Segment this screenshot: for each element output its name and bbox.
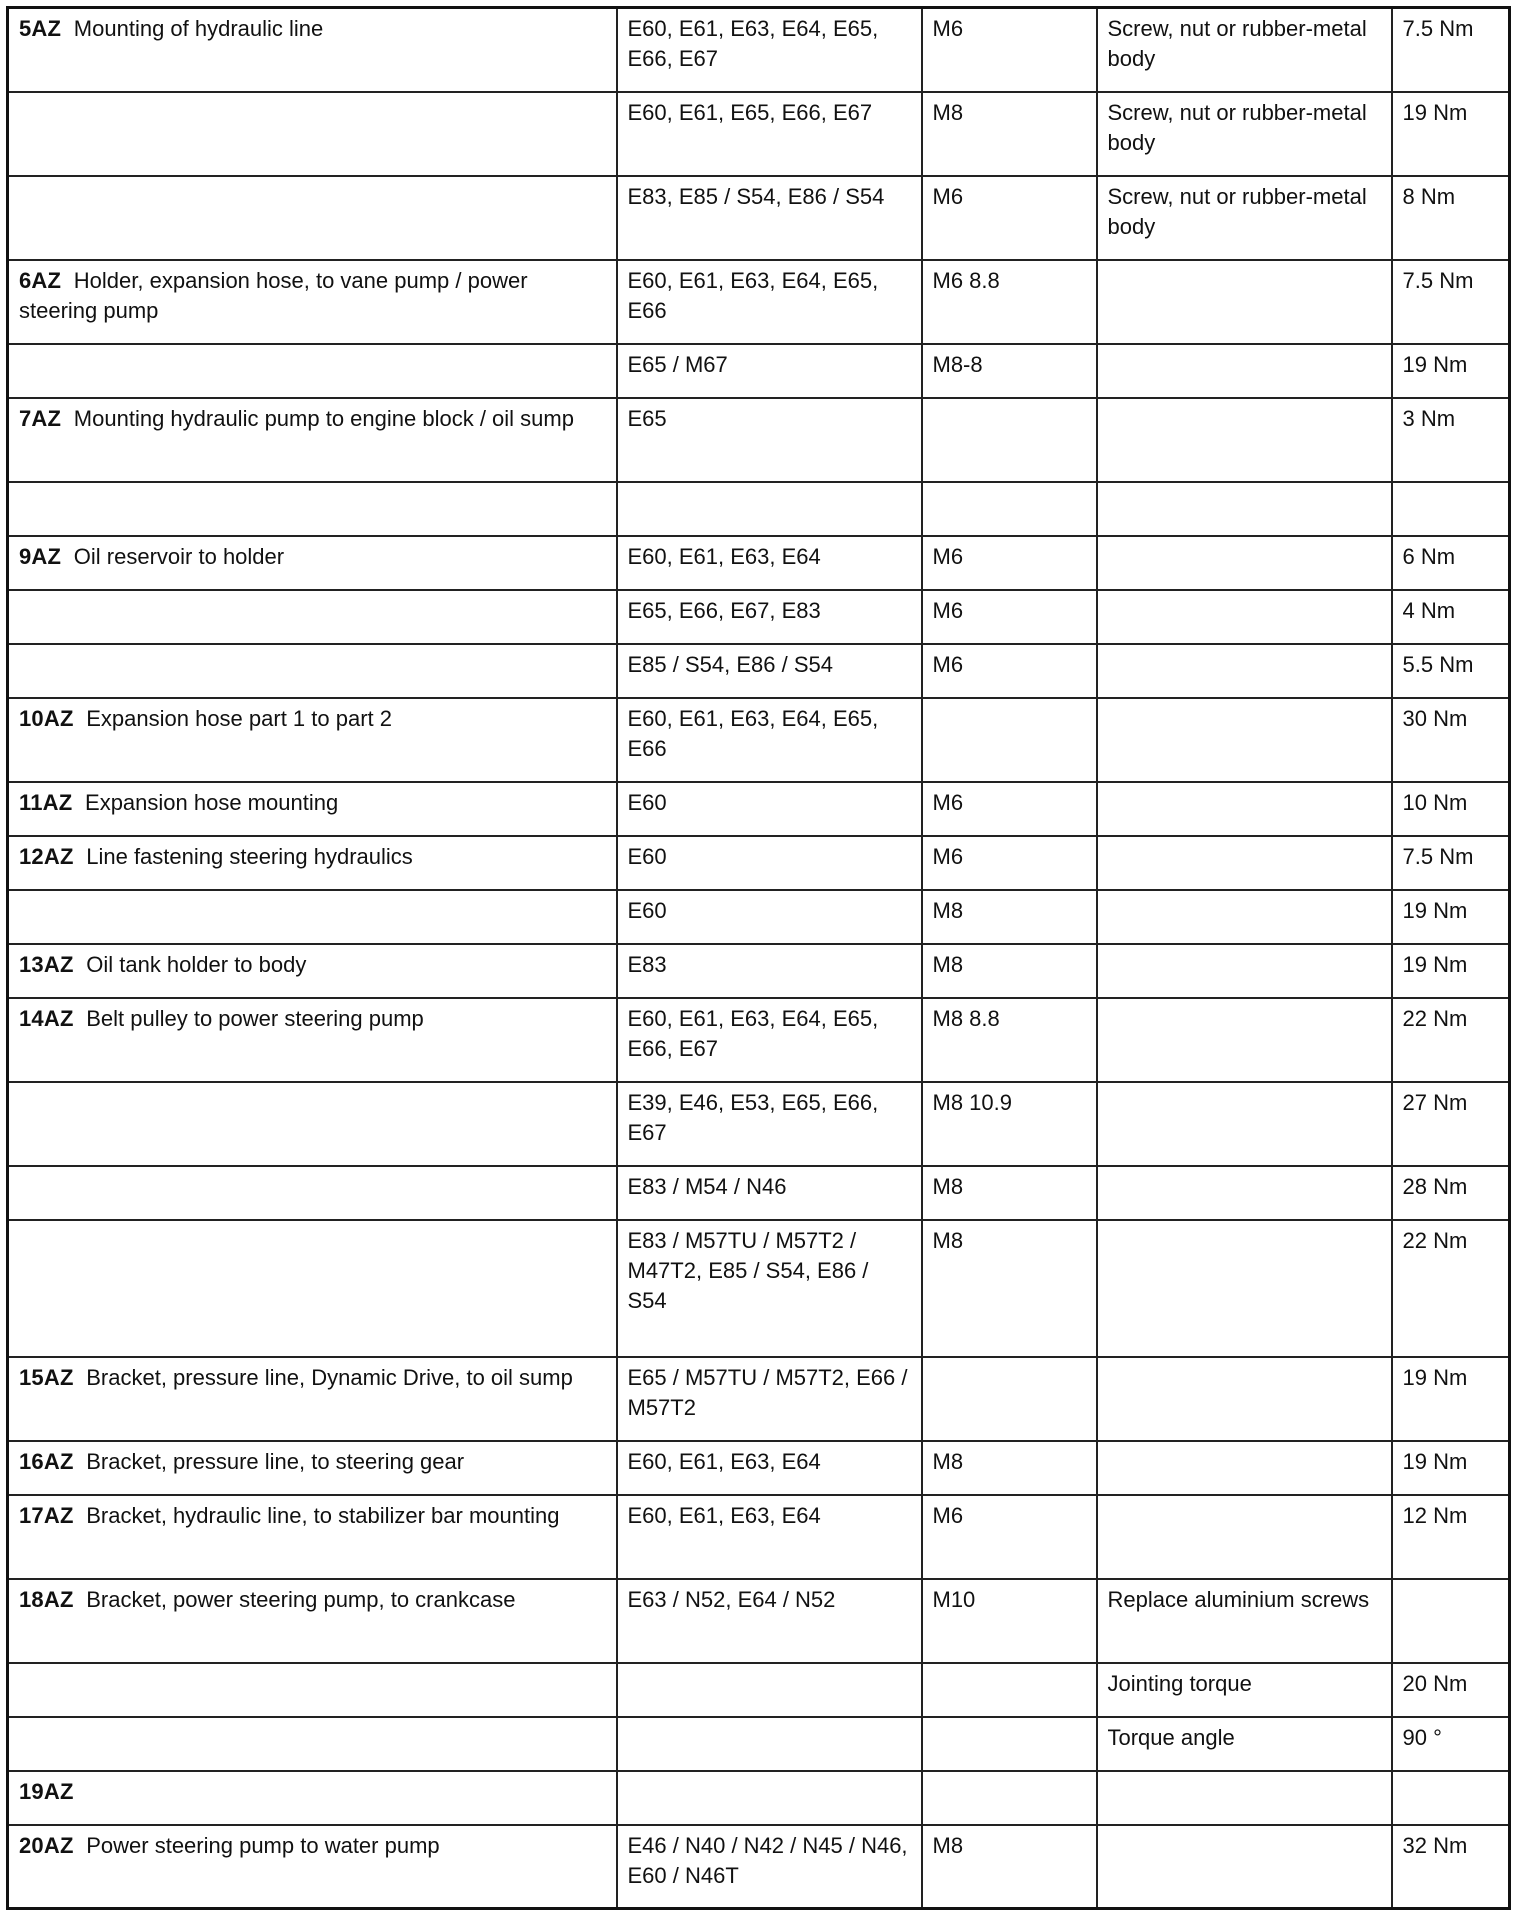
- models-cell: [617, 1717, 922, 1771]
- item-code: 17AZ: [19, 1502, 74, 1528]
- component-cell: [8, 782, 617, 836]
- item-description: Mounting hydraulic pump to engine block / oil sump: [73, 405, 574, 431]
- item-description: Holder, expansion hose, to vane pump / power steering pump: [19, 267, 528, 323]
- item-description: Line fastening steering hydraulics: [86, 843, 413, 869]
- thread-cell: M6: [922, 590, 1097, 644]
- note-cell: Jointing torque: [1097, 1663, 1392, 1717]
- item-description: Bracket, pressure line, to steering gear: [86, 1448, 465, 1474]
- table-row: [8, 1825, 1510, 1909]
- table-row: [8, 590, 1510, 644]
- torque-cell: 7.5 Nm: [1392, 260, 1510, 344]
- note-cell: [1097, 1771, 1392, 1825]
- note-cell: Screw, nut or rubber-metal body: [1097, 8, 1392, 92]
- component-cell: [8, 1166, 617, 1220]
- component-cell: [8, 482, 617, 536]
- thread-cell: M8: [922, 1166, 1097, 1220]
- table-row: [8, 176, 1510, 260]
- models-cell: E83 / M57TU / M57T2 / M47T2, E85 / S54, E86 / S54: [617, 1220, 922, 1357]
- table-row: [8, 836, 1510, 890]
- torque-cell: 32 Nm: [1392, 1825, 1510, 1909]
- component-cell: [8, 536, 617, 590]
- table-row: [8, 260, 1510, 344]
- item-description: Bracket, pressure line, Dynamic Drive, to oil sump: [86, 1364, 573, 1390]
- note-cell: [1097, 698, 1392, 782]
- note-cell: [1097, 944, 1392, 998]
- models-cell: [617, 1771, 922, 1825]
- thread-cell: M8 10.9: [922, 1082, 1097, 1166]
- component-cell: [8, 644, 617, 698]
- torque-cell: 7.5 Nm: [1392, 8, 1510, 92]
- table-row: [8, 1495, 1510, 1579]
- item-description: Expansion hose part 1 to part 2: [86, 705, 392, 731]
- table-row: [8, 698, 1510, 782]
- models-cell: E60, E61, E63, E64: [617, 1495, 922, 1579]
- models-cell: E85 / S54, E86 / S54: [617, 644, 922, 698]
- note-cell: [1097, 1825, 1392, 1909]
- models-cell: E83 / M54 / N46: [617, 1166, 922, 1220]
- note-cell: Screw, nut or rubber-metal body: [1097, 176, 1392, 260]
- note-cell: [1097, 1357, 1392, 1441]
- models-cell: E60: [617, 782, 922, 836]
- component-cell: [8, 1771, 617, 1825]
- item-description: Bracket, power steering pump, to crankcase: [86, 1586, 516, 1612]
- item-description: Oil tank holder to body: [86, 951, 307, 977]
- torque-cell: 19 Nm: [1392, 944, 1510, 998]
- torque-cell: 19 Nm: [1392, 1357, 1510, 1441]
- item-description: Bracket, hydraulic line, to stabilizer bar mounting: [86, 1502, 560, 1528]
- note-cell: Torque angle: [1097, 1717, 1392, 1771]
- component-cell: [8, 836, 617, 890]
- note-cell: [1097, 836, 1392, 890]
- item-description: Oil reservoir to holder: [73, 543, 285, 569]
- torque-cell: [1392, 1579, 1510, 1663]
- torque-cell: [1392, 482, 1510, 536]
- item-description: Expansion hose mounting: [85, 789, 339, 815]
- thread-cell: M6: [922, 644, 1097, 698]
- table-row: [8, 1082, 1510, 1166]
- note-cell: [1097, 398, 1392, 482]
- torque-cell: 10 Nm: [1392, 782, 1510, 836]
- models-cell: E60, E61, E65, E66, E67: [617, 92, 922, 176]
- table-row: [8, 1220, 1510, 1357]
- models-cell: E65 / M57TU / M57T2, E66 / M57T2: [617, 1357, 922, 1441]
- torque-cell: 12 Nm: [1392, 1495, 1510, 1579]
- thread-cell: M8: [922, 944, 1097, 998]
- table-row: [8, 1717, 1510, 1771]
- item-code: 16AZ: [19, 1448, 74, 1474]
- models-cell: E60, E61, E63, E64: [617, 536, 922, 590]
- thread-cell: M6: [922, 176, 1097, 260]
- component-cell: [8, 344, 617, 398]
- thread-cell: M6 8.8: [922, 260, 1097, 344]
- table-row: [8, 1771, 1510, 1825]
- note-cell: [1097, 1082, 1392, 1166]
- thread-cell: M8: [922, 1441, 1097, 1495]
- table-row: [8, 536, 1510, 590]
- item-code: 15AZ: [19, 1364, 74, 1390]
- models-cell: E60: [617, 836, 922, 890]
- item-code: 19AZ: [19, 1778, 74, 1804]
- table-row: [8, 1579, 1510, 1663]
- table-row: [8, 944, 1510, 998]
- torque-cell: 7.5 Nm: [1392, 836, 1510, 890]
- component-cell: [8, 1082, 617, 1166]
- component-cell: [8, 1825, 617, 1909]
- thread-cell: M6: [922, 1495, 1097, 1579]
- component-cell: [8, 998, 617, 1082]
- table-row: [8, 8, 1510, 92]
- table-row: [8, 1357, 1510, 1441]
- component-cell: [8, 590, 617, 644]
- table-row: [8, 482, 1510, 536]
- table-row: [8, 1663, 1510, 1717]
- component-cell: [8, 260, 617, 344]
- models-cell: E60: [617, 890, 922, 944]
- item-code: 7AZ: [19, 405, 62, 431]
- models-cell: E60, E61, E63, E64, E65, E66, E67: [617, 998, 922, 1082]
- models-cell: E60, E61, E63, E64, E65, E66: [617, 260, 922, 344]
- item-description: Power steering pump to water pump: [86, 1832, 440, 1858]
- item-description: Mounting of hydraulic line: [73, 16, 324, 41]
- note-cell: [1097, 590, 1392, 644]
- thread-cell: M6: [922, 782, 1097, 836]
- note-cell: [1097, 782, 1392, 836]
- thread-cell: M6: [922, 8, 1097, 92]
- component-cell: [8, 1495, 617, 1579]
- component-cell: [8, 398, 617, 482]
- table-row: [8, 998, 1510, 1082]
- item-code: 11AZ: [19, 789, 73, 815]
- item-description: Belt pulley to power steering pump: [86, 1005, 424, 1031]
- models-cell: E83: [617, 944, 922, 998]
- component-cell: [8, 1220, 617, 1357]
- models-cell: E83, E85 / S54, E86 / S54: [617, 176, 922, 260]
- thread-cell: M8-8: [922, 344, 1097, 398]
- thread-cell: M6: [922, 536, 1097, 590]
- torque-spec-table: [6, 6, 1511, 1910]
- models-cell: [617, 482, 922, 536]
- thread-cell: M8: [922, 1220, 1097, 1357]
- thread-cell: M8: [922, 890, 1097, 944]
- component-cell: [8, 1663, 617, 1717]
- thread-cell: M6: [922, 836, 1097, 890]
- models-cell: E65, E66, E67, E83: [617, 590, 922, 644]
- models-cell: E39, E46, E53, E65, E66, E67: [617, 1082, 922, 1166]
- note-cell: [1097, 482, 1392, 536]
- item-code: 13AZ: [19, 951, 74, 977]
- component-cell: [8, 944, 617, 998]
- table-row: [8, 398, 1510, 482]
- torque-cell: 22 Nm: [1392, 998, 1510, 1082]
- component-cell: [8, 1441, 617, 1495]
- models-cell: E65: [617, 398, 922, 482]
- note-cell: [1097, 890, 1392, 944]
- thread-cell: M8 8.8: [922, 998, 1097, 1082]
- torque-cell: 19 Nm: [1392, 1441, 1510, 1495]
- thread-cell: [922, 1357, 1097, 1441]
- item-code: 9AZ: [19, 543, 62, 569]
- table-row: [8, 92, 1510, 176]
- models-cell: E60, E61, E63, E64, E65, E66, E67: [617, 8, 922, 92]
- thread-cell: [922, 482, 1097, 536]
- component-cell: [8, 8, 617, 92]
- torque-spec-rows: [8, 8, 1510, 1909]
- item-code: 18AZ: [19, 1586, 74, 1612]
- item-code: 14AZ: [19, 1005, 74, 1031]
- note-cell: [1097, 344, 1392, 398]
- note-cell: [1097, 1441, 1392, 1495]
- note-cell: [1097, 260, 1392, 344]
- note-cell: [1097, 536, 1392, 590]
- component-cell: [8, 1357, 617, 1441]
- component-cell: [8, 176, 617, 260]
- table-row: [8, 1166, 1510, 1220]
- thread-cell: M10: [922, 1579, 1097, 1663]
- component-cell: [8, 698, 617, 782]
- note-cell: [1097, 1166, 1392, 1220]
- table-row: [8, 344, 1510, 398]
- torque-cell: 4 Nm: [1392, 590, 1510, 644]
- table-row: [8, 890, 1510, 944]
- note-cell: Replace aluminium screws: [1097, 1579, 1392, 1663]
- torque-cell: 19 Nm: [1392, 890, 1510, 944]
- torque-cell: 3 Nm: [1392, 398, 1510, 482]
- models-cell: [617, 1663, 922, 1717]
- note-cell: [1097, 998, 1392, 1082]
- note-cell: Screw, nut or rubber-metal body: [1097, 92, 1392, 176]
- table-row: [8, 1441, 1510, 1495]
- thread-cell: [922, 698, 1097, 782]
- component-cell: [8, 890, 617, 944]
- torque-cell: 90 °: [1392, 1717, 1510, 1771]
- torque-cell: [1392, 1771, 1510, 1825]
- component-cell: [8, 92, 617, 176]
- models-cell: E46 / N40 / N42 / N45 / N46, E60 / N46T: [617, 1825, 922, 1909]
- table-row: [8, 782, 1510, 836]
- torque-cell: 19 Nm: [1392, 92, 1510, 176]
- models-cell: E60, E61, E63, E64: [617, 1441, 922, 1495]
- item-code: 10AZ: [19, 705, 74, 731]
- item-code: 20AZ: [19, 1832, 74, 1858]
- torque-cell: 27 Nm: [1392, 1082, 1510, 1166]
- thread-cell: [922, 1771, 1097, 1825]
- torque-cell: 28 Nm: [1392, 1166, 1510, 1220]
- models-cell: E63 / N52, E64 / N52: [617, 1579, 922, 1663]
- item-code: 12AZ: [19, 843, 74, 869]
- thread-cell: [922, 1717, 1097, 1771]
- models-cell: E65 / M67: [617, 344, 922, 398]
- thread-cell: [922, 1663, 1097, 1717]
- note-cell: [1097, 1495, 1392, 1579]
- item-code: 6AZ: [19, 267, 62, 293]
- thread-cell: M8: [922, 92, 1097, 176]
- note-cell: [1097, 1220, 1392, 1357]
- torque-cell: 20 Nm: [1392, 1663, 1510, 1717]
- torque-cell: 5.5 Nm: [1392, 644, 1510, 698]
- torque-cell: 30 Nm: [1392, 698, 1510, 782]
- thread-cell: [922, 398, 1097, 482]
- torque-cell: 19 Nm: [1392, 344, 1510, 398]
- component-cell: [8, 1579, 617, 1663]
- table-row: [8, 644, 1510, 698]
- note-cell: [1097, 644, 1392, 698]
- torque-cell: 22 Nm: [1392, 1220, 1510, 1357]
- item-code: 5AZ: [19, 16, 62, 41]
- models-cell: E60, E61, E63, E64, E65, E66: [617, 698, 922, 782]
- torque-cell: 8 Nm: [1392, 176, 1510, 260]
- thread-cell: M8: [922, 1825, 1097, 1909]
- torque-cell: 6 Nm: [1392, 536, 1510, 590]
- component-cell: [8, 1717, 617, 1771]
